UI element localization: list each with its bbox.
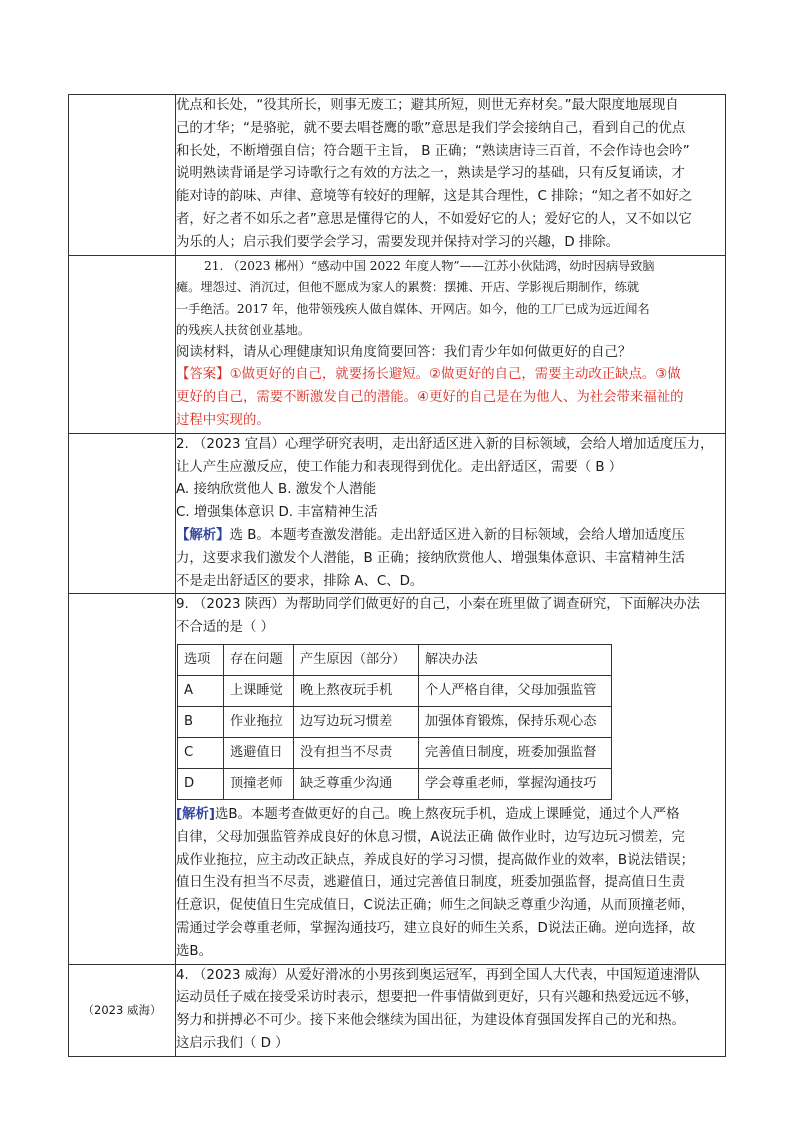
question-prompt: 阅读材料，请从心理健康知识角度简要回答：我们青少年如何做更好的自己？ xyxy=(176,344,632,360)
survey-cell: 边写边玩习惯差 xyxy=(294,706,419,737)
analysis-tag: [解析] xyxy=(176,806,216,822)
text-line: 的残疾人扶贫创业基地。 xyxy=(176,323,311,338)
survey-cell: 完善值日制度，班委加强监督 xyxy=(419,737,612,768)
text-line: 4. （2023 威海）从爱好滑冰的小男孩到奥运冠军，再到全国人大代表，中国短道速滑队 xyxy=(176,967,701,983)
analysis-line: [解析]选B。本题考查做更好的自己。晚上熬夜玩手机，造成上课睡觉，通过个人严格 xyxy=(176,806,680,822)
option-line: A. 接纳欣赏他人 B. 激发个人潜能 xyxy=(176,482,377,498)
survey-cell: A xyxy=(178,675,224,706)
answer-tag: 【答案】 xyxy=(176,367,230,383)
analysis-line: 选B。 xyxy=(176,943,212,959)
survey-cell: 缺乏尊重少沟通 xyxy=(294,768,419,799)
survey-row xyxy=(178,706,612,737)
survey-cell: 逃避值日 xyxy=(224,737,294,768)
survey-cell: 顶撞老师 xyxy=(224,768,294,799)
text-line: 为乐的人；启示我们要学会学习，需要发现并保持对学习的兴趣，D 排除。 xyxy=(176,234,620,250)
analysis-line: 成作业拖拉，应主动改正缺点，养成良好的学习习惯，提高做作业的效率，B说法错误； xyxy=(176,852,695,868)
survey-cell: 学会尊重老师，掌握沟通技巧 xyxy=(419,768,612,799)
row-label-cell xyxy=(69,433,176,594)
survey-cell: 上课睡觉 xyxy=(224,675,294,706)
text-line: 让人产生应激反应，使工作能力和表现得到优化。走出舒适区，需要（ B ） xyxy=(176,459,623,475)
header-cell: 解决办法 xyxy=(419,644,612,675)
question-cell xyxy=(176,433,726,594)
analysis-line: 自律，父母加强监管养成良好的休息习惯，A说法正确 做作业时，边写边玩习惯差，完 xyxy=(176,829,685,845)
answer-line: 更好的自己，需要不断激发自己的潜能。④更好的自己是在为他人、为社会带来福祉的 xyxy=(176,390,684,406)
row-label-cell xyxy=(69,594,176,964)
table-row xyxy=(69,964,726,1056)
survey-cell: C xyxy=(178,737,224,768)
source-label: （2023 威海） xyxy=(82,1003,162,1018)
question-material xyxy=(176,256,725,342)
text-line: 努力和拼搏必不可少。接下来他会继续为国出征，为建设体育强国发挥自己的光和热。 xyxy=(176,1013,685,1029)
survey-cell: D xyxy=(178,768,224,799)
survey-cell: 没有担当不尽责 xyxy=(294,737,419,768)
answer-line: 过程中实现的。 xyxy=(176,412,270,428)
header-cell: 存在问题 xyxy=(224,644,294,675)
header-cell: 产生原因（部分） xyxy=(294,644,419,675)
row-label-cell xyxy=(69,964,176,1056)
analysis-line: 不是走出舒适区的要求，排除 A、C、D。 xyxy=(176,573,424,589)
text-line: 运动员任子威在接受采访时表示，想要把一件事情做到更好，只有兴趣和热爱远远不够， xyxy=(176,990,699,1006)
question-table xyxy=(68,94,726,1057)
answer-line: 【答案】①做更好的自己，就要扬长避短。②做更好的自己，需要主动改正缺点。③做 xyxy=(176,367,681,383)
text-line: 和长处，不断增强自信；符合题干主旨， B 正确；“熟读唐诗三百首，不会作诗也会吟” xyxy=(176,143,690,159)
table-row xyxy=(69,95,726,256)
survey-cell: 晚上熬夜玩手机 xyxy=(294,675,419,706)
analysis-line: 【解析】选 B。本题考查激发潜能。走出舒适区进入新的目标领域，会给人增加适度压 xyxy=(176,527,685,543)
text-line: 优点和长处，“役其所长，则事无废工；避其所短，则世无弃材矣。”最大限度地展现自 xyxy=(176,98,679,113)
text-line: 21. （2023 郴州）“感动中国 2022 年度人物”——江苏小伙陆鸿，幼时因病导致脑 xyxy=(204,258,655,273)
text-line: 9. （2023 陕西）为帮助同学们做更好的自己，小秦在班里做了调查研究，下面解决办法 xyxy=(176,597,701,613)
row-label-cell xyxy=(69,255,176,433)
table-row xyxy=(69,433,726,594)
survey-table xyxy=(177,644,612,800)
text-line: 瘫。埋怨过、消沉过，但他不愿成为家人的累赘：摆摊、开店、学影视后期制作，练就 xyxy=(176,280,640,295)
header-cell: 选项 xyxy=(178,644,224,675)
text-line: 者，好之者不如乐之者”意思是懂得它的人，不如爱好它的人；爱好它的人，又不如以它 xyxy=(176,211,692,227)
survey-row xyxy=(178,675,612,706)
text-line: 一手绝活。2017 年，他带领残疾人做自媒体、开网店。如今，他的工厂已成为远近闻名 xyxy=(176,301,650,316)
survey-cell: B xyxy=(178,706,224,737)
analysis-line: 值日生没有担当不尽责，逃避值日，通过完善值日制度，班委加强监督，提高值日生责 xyxy=(176,875,685,891)
explanation-cell xyxy=(176,95,726,256)
text-line: 这启示我们（ D ） xyxy=(176,1035,289,1051)
question-cell xyxy=(176,594,726,964)
analysis-line: 需通过学会尊重老师，掌握沟通技巧，建立良好的师生关系，D说法正确。逆向选择，故 xyxy=(176,920,696,936)
question-cell xyxy=(176,964,726,1056)
survey-row xyxy=(178,768,612,799)
survey-cell: 作业拖拉 xyxy=(224,706,294,737)
table-row xyxy=(69,255,726,433)
text-line: 不合适的是（ ） xyxy=(176,620,274,636)
text-line: 能对诗的韵味、声律、意境等有较好的理解，这是其合理性，C 排除；“知之者不如好之 xyxy=(176,189,692,205)
option-line: C. 增强集体意识 D. 丰富精神生活 xyxy=(176,505,378,521)
survey-cell: 加强体育锻炼，保持乐观心态 xyxy=(419,706,612,737)
row-label-cell xyxy=(69,95,176,256)
analysis-tag: 【解析】 xyxy=(176,527,230,543)
survey-row xyxy=(178,737,612,768)
analysis-line: 任意识，促使值日生完成值日，C说法正确；师生之间缺乏尊重少沟通，从而顶撞老师， xyxy=(176,898,695,914)
text-line: 说明熟读背诵是学习诗歌行之有效的方法之一，熟读是学习的基础，只有反复诵读，才 xyxy=(176,166,685,182)
text-line: 己的才华；“是骆驼，就不要去唱苍鹰的歌”意思是我们学会接纳自己，看到自己的优点 xyxy=(176,120,686,136)
table-row xyxy=(69,594,726,964)
question-cell xyxy=(176,255,726,433)
analysis-line: 力，这要求我们激发个人潜能，B 正确；接纳欣赏他人、增强集体意识、丰富精神生活 xyxy=(176,550,685,566)
survey-header-row xyxy=(178,644,612,675)
survey-cell: 个人严格自律，父母加强监管 xyxy=(419,675,612,706)
text-line: 2. （2023 宜昌）心理学研究表明，走出舒适区进入新的目标领域，会给人增加适度压力， xyxy=(176,436,714,452)
